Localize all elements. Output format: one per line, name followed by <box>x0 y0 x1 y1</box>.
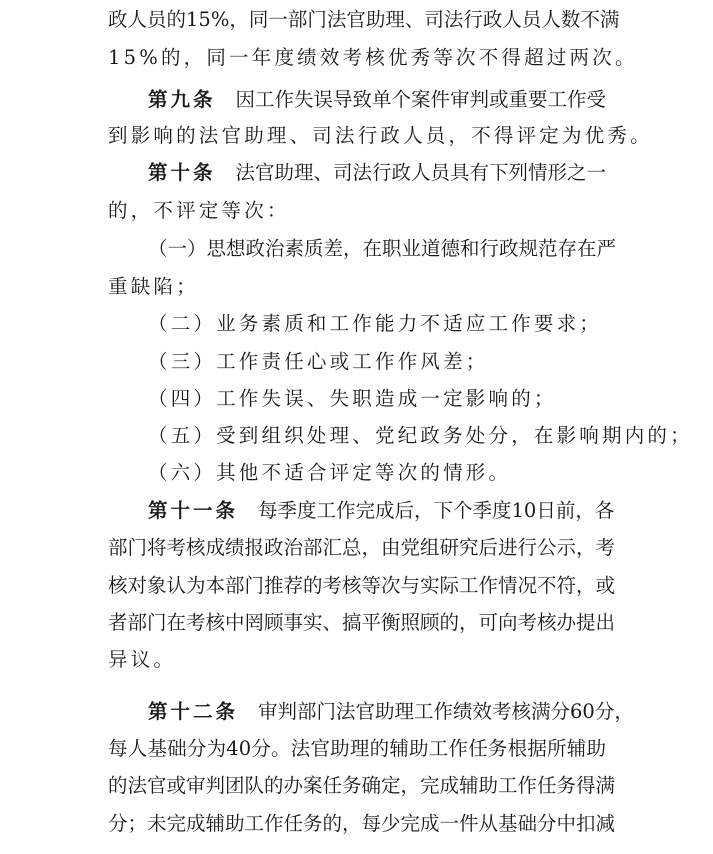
text-line: 的，不评定等次： <box>108 199 290 222</box>
article-11-line <box>148 496 615 526</box>
text-line: 重缺陷； <box>108 275 199 298</box>
text-line: 法官助理、司法行政人员具有下列情形之一 <box>235 161 607 184</box>
article-10-line <box>148 158 606 188</box>
list-item: （一）思想政治素质差，在职业道德和行政规范存在严 <box>148 237 617 260</box>
text-line: 异议。 <box>108 648 177 671</box>
text-line: 政人员的15%，同一部门法官助理、司法行政人员人数不满 <box>108 8 620 31</box>
list-item: （二）业务素质和工作能力不适应工作要求； <box>148 312 603 335</box>
article-12-line <box>148 697 634 727</box>
article-11-label: 第十一条 <box>148 499 239 522</box>
text-line: 核对象认为本部门推荐的考核等次与实际工作情况不符，或 <box>108 574 616 597</box>
list-item: （六）其他不适合评定等次的情形。 <box>148 461 512 484</box>
text-line: 分；未完成辅助工作任务的，每少完成一件从基础分中扣减 <box>108 812 616 835</box>
text-line: 部门将考核成绩报政治部汇总，由党组研究后进行公示，考 <box>108 536 616 559</box>
article-9-line <box>148 85 606 115</box>
text-line: 每季度工作完成后，下个季度10日前，各 <box>258 499 615 522</box>
text-line: 到影响的法官助理、司法行政人员，不得评定为优秀。 <box>108 124 653 147</box>
article-12-label: 第十二条 <box>148 700 239 723</box>
article-10-label: 第十条 <box>148 161 216 184</box>
text-line: 者部门在考核中罔顾事实、搞平衡照顾的，可向考核办提出 <box>108 611 616 634</box>
article-9-label: 第九条 <box>148 88 216 111</box>
list-item: （五）受到组织处理、党纪政务处分，在影响期内的； <box>148 424 693 447</box>
list-item: （三）工作责任心或工作作风差； <box>148 350 489 373</box>
list-item: （四）工作失误、失职造成一定影响的； <box>148 387 557 410</box>
text-line: 15%的，同一年度绩效考核优秀等次不得超过两次。 <box>108 46 638 69</box>
text-line: 因工作失误导致单个案件审判或重要工作受 <box>235 88 607 111</box>
text-line: 的法官或审判团队的办案任务确定，完成辅助工作任务得满 <box>108 774 616 797</box>
text-line: 审判部门法官助理工作绩效考核满分60分， <box>258 700 634 723</box>
text-line: 每人基础分为40分。法官助理的辅助工作任务根据所辅助 <box>108 737 606 760</box>
